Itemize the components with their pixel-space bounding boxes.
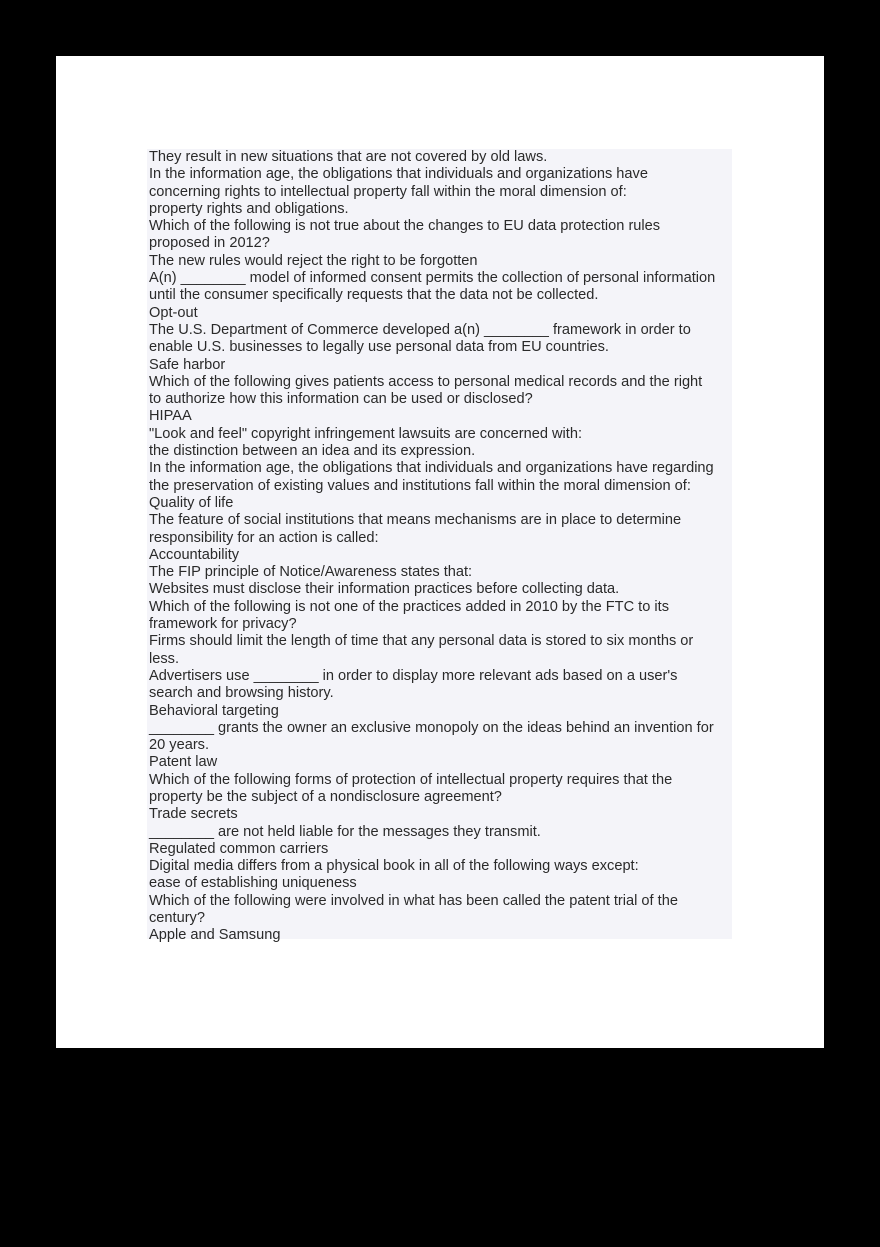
text-line: The feature of social institutions that means mechanisms are in place to determine xyxy=(149,512,682,529)
text-line: less. xyxy=(149,650,180,667)
text-line: Quality of life xyxy=(149,494,234,511)
text-line: search and browsing history. xyxy=(149,685,334,702)
text-line: In the information age, the obligations that individuals and organizations have xyxy=(149,166,648,183)
text-line: proposed in 2012? xyxy=(149,235,270,252)
text-line: Which of the following is not one of the practices added in 2010 by the FTC to its xyxy=(149,598,669,615)
text-line: ease of establishing uniqueness xyxy=(149,875,357,892)
text-line: Safe harbor xyxy=(149,356,226,373)
text-line: The FIP principle of Notice/Awareness states that: xyxy=(149,564,473,581)
text-line: In the information age, the obligations that individuals and organizations have regarding xyxy=(149,460,714,477)
qa-text-block xyxy=(147,149,732,944)
text-line: Websites must disclose their information practices before collecting data. xyxy=(149,581,620,598)
document-page xyxy=(56,56,824,1048)
text-line: Patent law xyxy=(149,754,218,771)
text-line: Trade secrets xyxy=(149,806,238,823)
text-line: enable U.S. businesses to legally use personal data from EU countries. xyxy=(149,339,609,356)
text-line: A(n) ________ model of informed consent permits the collection of personal information xyxy=(149,270,716,287)
text-line: Behavioral targeting xyxy=(149,702,279,719)
text-line: century? xyxy=(149,910,205,927)
text-line: Which of the following is not true about the changes to EU data protection rules xyxy=(149,218,661,235)
text-line: They result in new situations that are not covered by old laws. xyxy=(149,149,548,165)
text-line: HIPAA xyxy=(149,408,192,425)
text-line: Which of the following gives patients access to personal medical records and the right xyxy=(149,373,703,390)
text-line: Advertisers use ________ in order to display more relevant ads based on a user's xyxy=(149,667,678,684)
text-line: Regulated common carriers xyxy=(149,840,329,857)
text-line: ________ grants the owner an exclusive monopoly on the ideas behind an invention for xyxy=(149,719,714,736)
text-line: Which of the following were involved in what has been called the patent trial of the xyxy=(149,892,678,909)
text-line: responsibility for an action is called: xyxy=(149,529,379,546)
text-line: property be the subject of a nondisclosure agreement? xyxy=(149,788,502,805)
text-line: to authorize how this information can be used or disclosed? xyxy=(149,391,533,408)
text-line: Accountability xyxy=(149,546,240,563)
text-line: Apple and Samsung xyxy=(149,927,281,944)
text-line: 20 years. xyxy=(149,737,210,754)
text-line: ________ are not held liable for the messages they transmit. xyxy=(149,823,541,840)
text-line: framework for privacy? xyxy=(149,616,297,633)
text-line: Which of the following forms of protection of intellectual property requires that the xyxy=(149,771,673,788)
text-line: "Look and feel" copyright infringement lawsuits are concerned with: xyxy=(149,425,583,442)
text-line: The new rules would reject the right to be forgotten xyxy=(149,252,478,269)
text-line: Opt-out xyxy=(149,304,198,321)
text-line: until the consumer specifically requests that the data not be collected. xyxy=(149,287,599,304)
text-line: the distinction between an idea and its expression. xyxy=(149,443,476,460)
text-line: the preservation of existing values and institutions fall within the moral dimension of: xyxy=(149,477,691,494)
text-line: Firms should limit the length of time that any personal data is stored to six months or xyxy=(149,633,694,650)
text-line: concerning rights to intellectual property fall within the moral dimension of: xyxy=(149,183,627,200)
text-line: property rights and obligations. xyxy=(149,200,349,217)
text-line: The U.S. Department of Commerce developed a(n) ________ framework in order to xyxy=(149,321,691,338)
text-line: Digital media differs from a physical book in all of the following ways except: xyxy=(149,858,639,875)
